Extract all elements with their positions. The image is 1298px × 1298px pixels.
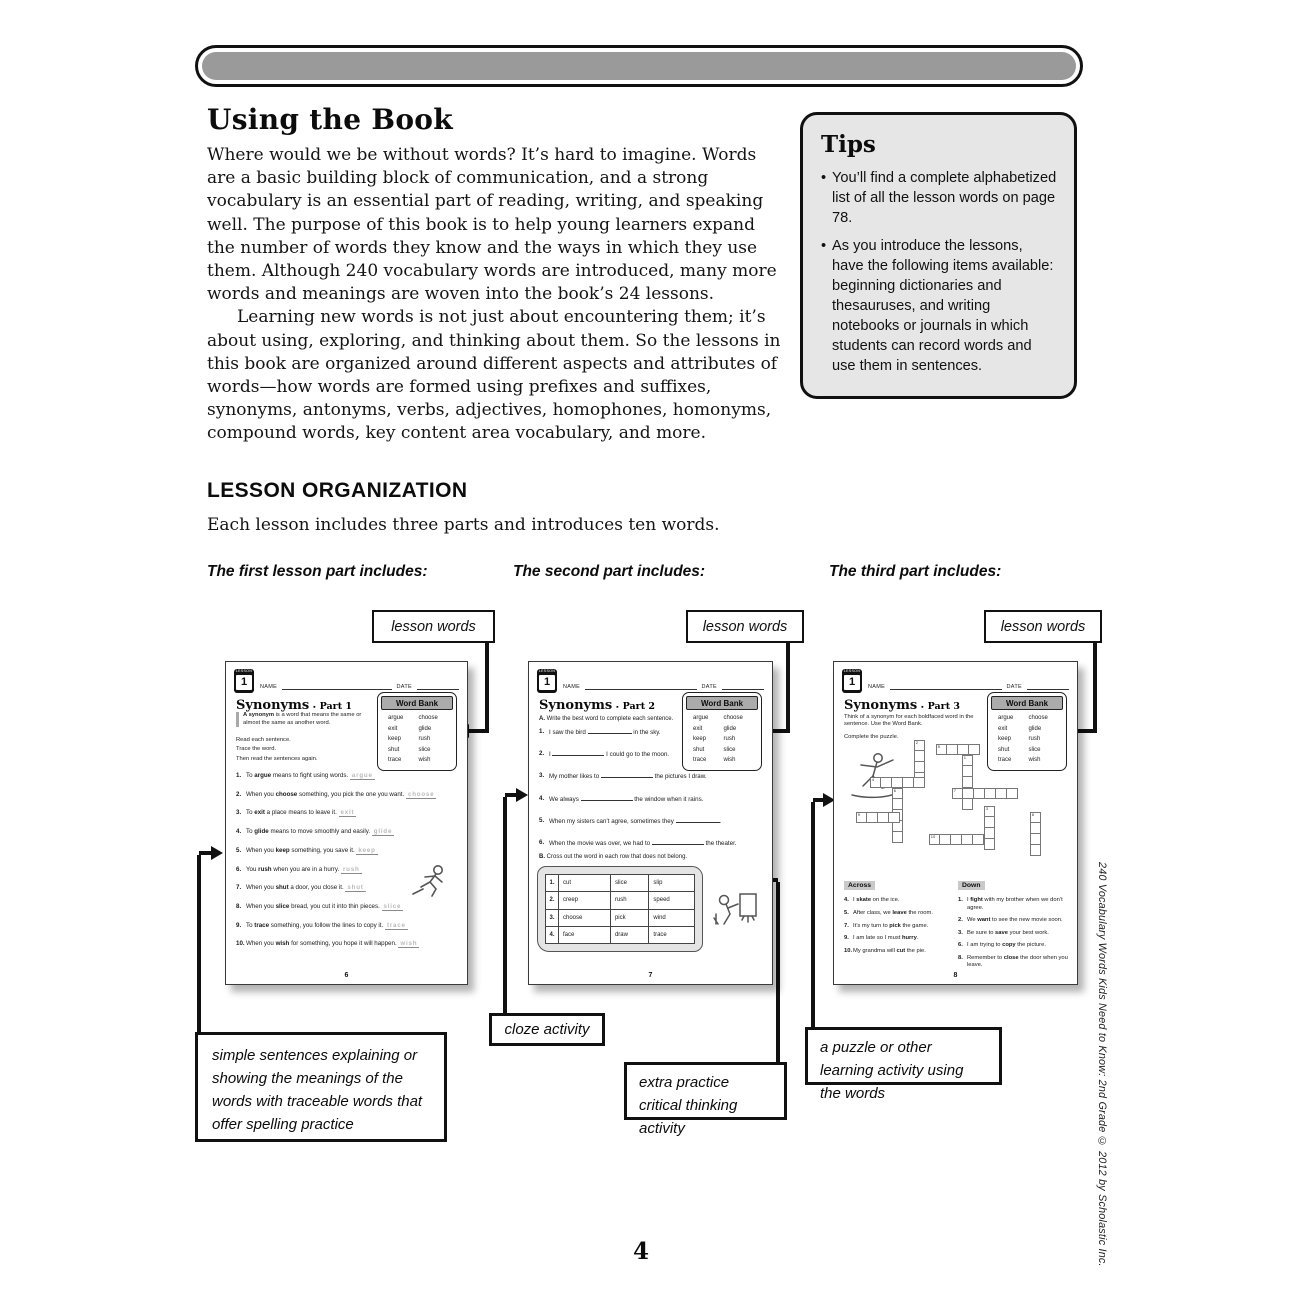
worksheet-page-number: 8 <box>953 972 958 979</box>
worksheet-title: Synonyms ▪ Part 2 <box>539 698 655 713</box>
sentence-item: 2. When you choose something, you pick the one you want. choose <box>236 790 435 798</box>
cloze-item: 2. I I could go to the moon. <box>539 750 670 759</box>
word-sort-table: 1. cut slice slip 2. creep rush speed 3. choose pick wind 4. face draw trace <box>537 866 703 952</box>
crossword-slot: 8 <box>1030 812 1041 856</box>
page-title: Using the Book <box>207 103 453 136</box>
intro-paragraph-2: Learning new words is not just about encountering them; it’s about using, exploring, and thinking about them. So the lessons in this book are organized around different aspects and attributes of words—how words are formed using prefixes and suffixes, synonyms, antonyms, verbs, adjectives, homophones, homonyms, compound words, key content area vocabulary, and more. <box>207 307 781 444</box>
word-bank: Word Bank argue exit keep shut trace choose glide rush slice wish <box>377 692 457 771</box>
clue-item: 8. Remember to close the door when you leave. <box>958 954 1068 969</box>
worksheet-part1-thumbnail <box>225 661 468 985</box>
arrow-right-icon <box>211 846 223 860</box>
crossword-slot: 9 <box>856 812 900 823</box>
section-b-label: B. Cross out the word in each row that does not belong. <box>539 854 688 860</box>
across-clues: Across 4. I skate on the ice. 5. After class, we leave the room. 7. It’s my turn to pick the game. 9. I am late so I must hurry. 10. My grandma will cut the pie. <box>844 874 950 955</box>
square-bullet-icon: ▪ <box>313 704 316 711</box>
worksheet-instructions: Think of a synonym for each boldfaced word in the sentence. Use the Word Bank. Complete the puzzle. <box>844 714 974 740</box>
lesson-badge: LESSON 1 <box>234 669 254 693</box>
crossword-slot: 10 <box>929 834 984 845</box>
tips-title: Tips <box>821 131 876 158</box>
clue-item: 9. I am late so I must hurry. <box>844 935 919 942</box>
cloze-item: 6. When the movie was over, we had to the theater. <box>539 839 737 848</box>
name-date-line: NAME DATE <box>260 669 459 693</box>
connector-line <box>1076 729 1095 733</box>
clue-item: 2. We want to see the new movie soon. <box>958 917 1063 924</box>
tip-item: • As you introduce the lessons, have the following items available: beginning dictionaries and thesauruses, and writing notebooks or journals in which students can record words and use them in sentences. <box>821 236 1058 376</box>
connector-line <box>197 855 201 1032</box>
callout-cloze-activity: cloze activity <box>489 1013 605 1046</box>
worksheet-part3-thumbnail <box>833 661 1078 985</box>
lesson-words-label-3: lesson words <box>984 610 1102 643</box>
sentence-item: 10. When you wish for something, you hope it will happen. wish <box>236 940 418 948</box>
clue-item: 1. I fight with my brother when we don’t agree. <box>958 897 1063 911</box>
clue-item: 7. It’s my turn to pick the game. <box>844 922 929 929</box>
tips-box <box>800 112 1077 399</box>
crossword-slot: 1 <box>962 755 973 810</box>
sentence-item: 7. When you shut a door, you close it. shut <box>236 884 364 892</box>
synonym-definition: A synonym is a word that means the same or almost the same as another word. <box>236 712 368 727</box>
connector-line <box>503 797 507 1013</box>
lesson-words-label-2: lesson words <box>686 610 804 643</box>
clue-item: 4. I skate on the ice. <box>844 897 900 904</box>
down-clues: Down 1. I fight with my brother when we don’t agree. 2. We want to see the new movie soon. 3. Be sure to save your best work. 6. I am trying to copy the picture. 8. Remember to close the door when you leave. <box>958 874 1070 969</box>
word-bank: Word Bank argue exit keep shut trace choose glide rush slice wish <box>987 692 1067 771</box>
worksheet-header <box>234 669 459 693</box>
callout-puzzle-activity: a puzzle or other learning activity using the words <box>805 1027 1002 1085</box>
worksheet-page-number: 6 <box>344 972 349 979</box>
column-header-first: The first lesson part includes: <box>207 563 428 580</box>
crossword-slot: 5 <box>936 744 980 755</box>
worksheet-page-number: 7 <box>648 972 653 979</box>
worksheet-header <box>537 669 764 693</box>
child-painting-illustration <box>708 884 764 936</box>
lesson-words-label-1: lesson words <box>372 610 495 643</box>
cloze-item: 3. My mother likes to the pictures I draw. <box>539 772 707 781</box>
intro-text <box>207 144 785 446</box>
connector-line <box>786 643 790 733</box>
worksheet-title: Synonyms ▪ Part 1 <box>236 698 352 713</box>
sentence-item: 4. To glide means to move smoothly and easily. glide <box>236 828 393 836</box>
connector-line <box>1093 643 1097 733</box>
sentence-item: 8. When you slice bread, you cut it into thin pieces. slice <box>236 902 402 910</box>
sentence-item: 5. When you keep something, you save it. keep <box>236 846 376 854</box>
worksheet-instructions: Read each sentence. Trace the word. Then read the sentences again. <box>236 737 318 762</box>
crossword-slot: 6 <box>892 788 903 843</box>
worksheet-title: Synonyms ▪ Part 3 <box>844 698 960 713</box>
crossword-slot: 4 <box>870 777 925 788</box>
lesson-badge: LESSON 1 <box>537 669 557 693</box>
section-a-label: A. Write the best word to complete each sentence. <box>539 716 674 722</box>
clue-item: 10. My grandma will cut the pie. <box>844 947 926 954</box>
worksheet-header <box>842 669 1069 693</box>
running-child-illustration <box>409 862 453 900</box>
connector-line <box>468 729 487 733</box>
intro-paragraph-1: Where would we be without words? It’s hard to imagine. Words are a basic building block of communication, and a strong vocabulary is an essential part of reading, writing, and speaking well. The purpose of this book is to help young learners expand the number of words they know and the ways in which they use them. Although 240 vocabulary words are introduced, many more words and meanings are woven into the book’s 24 lessons. <box>207 145 777 305</box>
tips-list <box>821 168 1058 376</box>
sentence-item: 1. To argue means to fight using words. argue <box>236 772 373 779</box>
word-bank: Word Bank argue exit keep shut trace choose glide rush slice wish <box>682 692 762 771</box>
clue-item: 5. After class, we leave the room. <box>844 909 933 916</box>
header-bar <box>195 45 1083 87</box>
sentence-item: 6. You rush when you are in a hurry. rush <box>236 865 360 873</box>
arrow-right-icon <box>516 788 528 802</box>
header-bar-fill <box>202 52 1076 80</box>
crossword-slot: 3 <box>984 806 995 850</box>
lesson-organization-heading: LESSON ORGANIZATION <box>207 479 468 502</box>
clue-item: 3. Be sure to save your best work. <box>958 929 1049 936</box>
callout-simple-sentences: simple sentences explaining or showing the meanings of the words with traceable words that offer spelling practice <box>195 1032 447 1142</box>
cloze-item: 1. I saw the bird in the sky. <box>539 728 661 736</box>
sentence-item: 9. To trace something, you follow the lines to copy it. trace <box>236 921 406 929</box>
square-bullet-icon: ▪ <box>616 704 619 711</box>
crossword-slot: 2 <box>914 740 925 784</box>
lesson-organization-subtitle: Each lesson includes three parts and introduces ten words. <box>207 515 720 535</box>
book-page-number: 4 <box>632 1238 649 1265</box>
sentence-item: 3. To exit a place means to leave it. exit <box>236 809 355 817</box>
clue-item: 6. I am trying to copy the picture. <box>958 942 1046 949</box>
column-header-third: The third part includes: <box>829 563 1002 580</box>
name-date-line: NAME DATE <box>563 669 764 693</box>
crossword-slot: 7 <box>952 788 1018 799</box>
name-date-line: NAME DATE <box>868 669 1069 693</box>
square-bullet-icon: ▪ <box>921 704 924 711</box>
cloze-item: 5. When my sisters can’t agree, sometimes they . <box>539 816 722 825</box>
column-header-second: The second part includes: <box>513 563 706 580</box>
connector-line <box>811 802 815 1027</box>
copyright-sidebar: 240 Vocabulary Words Kids Need to Know: 2nd Grade © 2012 by Scholastic Inc. <box>1096 862 1108 1267</box>
cloze-item: 4. We always the window when it rains. <box>539 794 704 803</box>
tip-item: • You’ll find a complete alphabetized list of all the lesson words on page 78. <box>821 168 1058 228</box>
worksheet-part2-thumbnail <box>528 661 773 985</box>
callout-extra-practice: extra practice critical thinking activity <box>624 1062 787 1120</box>
lesson-badge: LESSON 1 <box>842 669 862 693</box>
connector-line <box>776 882 780 1062</box>
connector-line <box>485 643 489 733</box>
